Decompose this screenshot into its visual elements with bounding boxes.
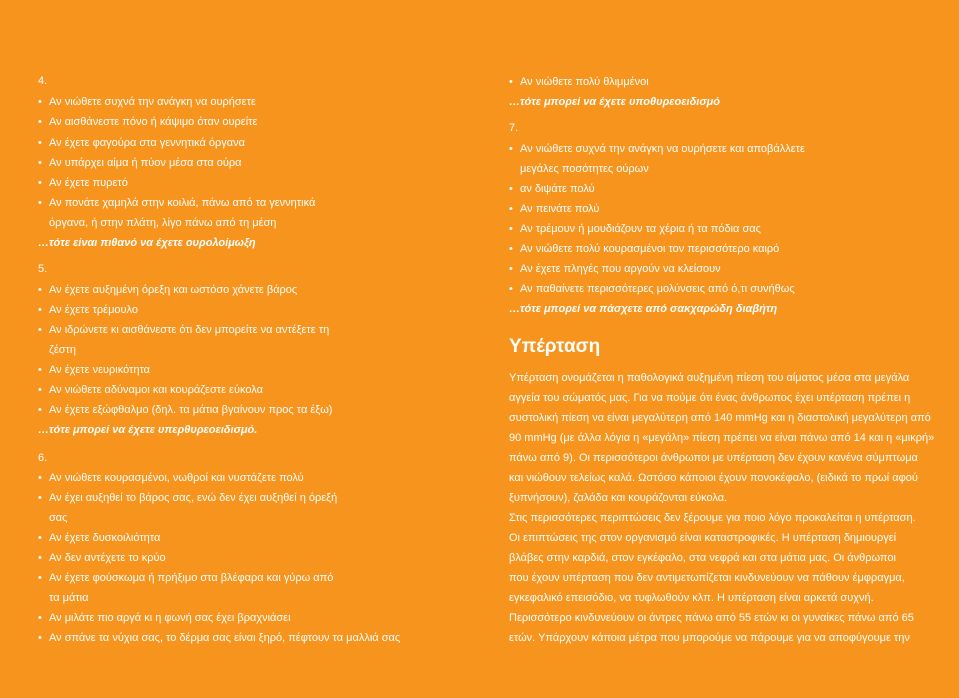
conclusion-text: …τότε μπορεί να έχετε υπερθυρεοειδισμό.	[38, 424, 258, 436]
list-item: • Αν ιδρώνετε κι αισθάνεστε ότι δεν μπορείτε να αντέξετε τη	[38, 323, 329, 337]
list-item: • Αν έχετε πυρετό	[38, 176, 128, 190]
paragraph-line: και νιώθουν τελείως καλά. Ωστόσο κάποιοι έχουν πονοκέφαλο, (ειδικά το πρωί αφού	[509, 472, 918, 484]
list-item: • Αν έχετε αυξημένη όρεξη και ωστόσο χάνετε βάρος	[38, 283, 297, 297]
list-item: • Αν έχετε νευρικότητα	[38, 363, 150, 377]
list-item: • Αν νιώθετε κουρασμένοι, νωθροί και νυστάζετε πολύ	[38, 471, 304, 485]
paragraph-line: 90 mmHg (με άλλα λόγια η «μεγάλη» πίεση πρέπει να είναι πάνω από 14 και η «μικρή»	[509, 432, 935, 444]
conclusion-text: …τότε μπορεί να έχετε υποθυρεοειδισμό	[509, 96, 721, 108]
section-number-6: 6.	[38, 452, 48, 464]
section-number-5: 5.	[38, 263, 48, 275]
list-item: • Αν έχετε δυσκοιλιότητα	[38, 531, 160, 545]
list-item: • αν διψάτε πολύ	[509, 182, 595, 196]
list-item: • Αν αισθάνεστε πόνο ή κάψιμο όταν ουρείτε	[38, 115, 257, 129]
paragraph-line: Στις περισσότερες περιπτώσεις δεν ξέρουμε για ποιο λόγο προκαλείται η υπέρταση.	[509, 512, 916, 524]
paragraph-line: ετών. Υπάρχουν κάποια μέτρα που μπορούμε να πάρουμε για να αποφύγουμε την	[509, 632, 910, 644]
list-item-continuation: τα μάτια	[49, 592, 89, 604]
paragraph-line: Περισσότερο κινδυνεύουν οι άντρες πάνω από 55 ετών κι οι γυναίκες πάνω από 65	[509, 612, 914, 624]
list-item: • Αν έχει αυξηθεί το βάρος σας, ενώ δεν έχει αυξηθεί η όρεξή	[38, 491, 337, 505]
paragraph-line: ξυπνήσουν), ζαλάδα και κουράζονται εύκολα.	[509, 492, 728, 504]
list-item: • Αν πεινάτε πολύ	[509, 202, 599, 216]
paragraph-line: που έχουν υπέρταση που δεν αντιμετωπίζεται κινδυνεύουν να πάθουν έμφραγμα,	[509, 572, 905, 584]
list-item-continuation: ζέστη	[49, 344, 77, 356]
list-item: • Αν έχετε φούσκωμα ή πρήξιμο στα βλέφαρα και γύρω από	[38, 571, 333, 585]
list-item-continuation: όργανα, ή στην πλάτη, λίγο πάνω από τη μέση	[49, 217, 277, 229]
paragraph-line: αγγεία του σώματός μας. Για να πούμε ότι ένας άνθρωπος έχει υπέρταση πρέπει η	[509, 392, 911, 404]
paragraph-line: εγκεφαλικό επεισόδιο, να τυφλωθούν κλπ. Η υπέρταση είναι αρκετά συχνή.	[509, 592, 874, 604]
list-item: • Αν νιώθετε συχνά την ανάγκη να ουρήσετε	[38, 95, 256, 109]
conclusion-text: …τότε είναι πιθανό να έχετε ουρολοίμωξη	[38, 237, 256, 249]
list-item-continuation: μεγάλες ποσότητες ούρων	[520, 163, 649, 175]
paragraph-line: βλάβες στην καρδιά, στον εγκέφαλο, στα νεφρά και στα μάτια μας. Οι άνθρωποι	[509, 552, 896, 564]
paragraph-line: Υπέρταση ονομάζεται η παθολογικά αυξημένη πίεση του αίματος μέσα στα μεγάλα	[509, 372, 910, 384]
paragraph-line: πάνω από 9). Οι περισσότεροι άνθρωποι με υπέρταση δεν έχουν κανένα σύμπτωμα	[509, 452, 918, 464]
section-heading: Υπέρταση	[509, 336, 601, 357]
list-item: • Αν έχετε φαγούρα στα γεννητικά όργανα	[38, 136, 245, 150]
section-number-4: 4.	[38, 75, 48, 87]
list-item: • Αν πονάτε χαμηλά στην κοιλιά, πάνω από τα γεννητικά	[38, 196, 315, 210]
list-item: • Αν τρέμουν ή μουδιάζουν τα χέρια ή τα πόδια σας	[509, 222, 761, 236]
list-item: • Αν μιλάτε πιο αργά κι η φωνή σας έχει βραχνιάσει	[38, 611, 291, 625]
list-item-continuation: σας	[49, 512, 68, 524]
list-item: • Αν υπάρχει αίμα ή πύον μέσα στα ούρα	[38, 156, 242, 170]
list-item: • Αν παθαίνετε περισσότερες μολύνσεις από ό,τι συνήθως	[509, 282, 795, 296]
paragraph-line: Οι επιπτώσεις της στον οργανισμό είναι καταστροφικές. Η υπέρταση δημιουργεί	[509, 532, 897, 544]
section-number-7: 7.	[509, 122, 519, 134]
paragraph-line: συστολική πίεση να είναι μεγαλύτερη από 140 mmHg και η διαστολική μεγαλύτερη από	[509, 412, 931, 424]
list-item: • Αν δεν αντέχετε το κρύο	[38, 551, 166, 565]
list-item: • Αν νιώθετε αδύναμοι και κουράζεστε εύκολα	[38, 383, 263, 397]
list-item: • Αν νιώθετε συχνά την ανάγκη να ουρήσετε και αποβάλλετε	[509, 142, 805, 156]
list-item: • Αν έχετε πληγές που αργούν να κλείσουν	[509, 262, 721, 276]
conclusion-text: …τότε μπορεί να πάσχετε από σακχαρώδη διαβήτη	[509, 303, 778, 315]
list-item: • Αν σπάνε τα νύχια σας, το δέρμα σας είναι ξηρό, πέφτουν τα μαλλιά σας	[38, 631, 400, 645]
list-item: • Αν έχετε τρέμουλο	[38, 303, 138, 317]
list-item: • Αν νιώθετε πολύ θλιμμένοι	[509, 75, 649, 89]
list-item: • Αν νιώθετε πολύ κουρασμένοι τον περισσότερο καιρό	[509, 242, 779, 256]
list-item: • Αν έχετε εξώφθαλμο (δηλ. τα μάτια βγαίνουν προς τα έξω)	[38, 403, 332, 417]
